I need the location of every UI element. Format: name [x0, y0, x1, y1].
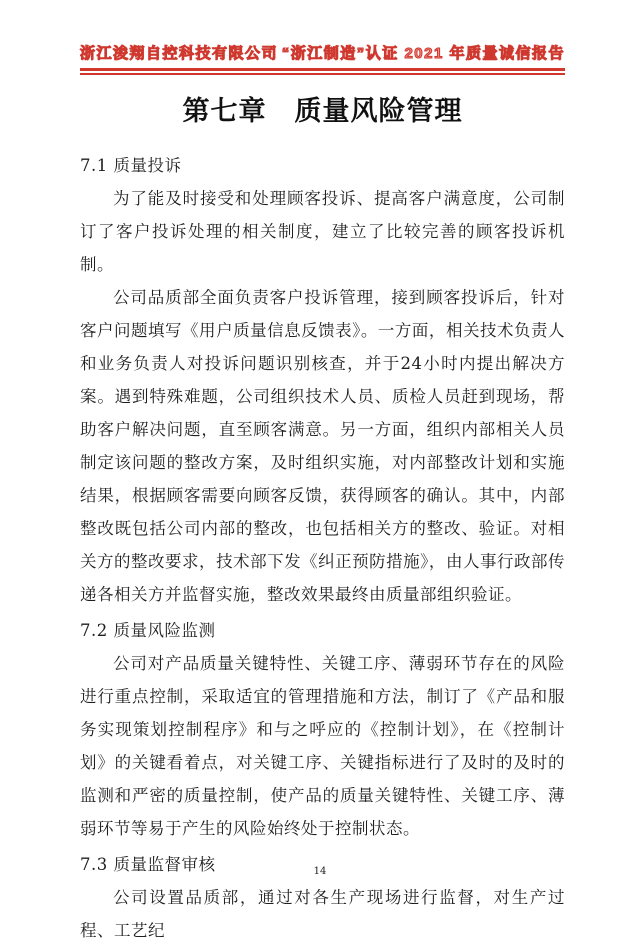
paragraph: 公司设置品质部，通过对各生产现场进行监督，对生产过程、工艺纪	[80, 887, 565, 940]
section-heading-7-2: 7.2 质量风险监测	[80, 620, 216, 640]
page-number: 14	[313, 866, 327, 877]
page-footer	[0, 866, 640, 877]
section-quality-risk-monitoring	[80, 614, 565, 845]
paragraph: 公司品质部全面负责客户投诉管理，接到顾客投诉后，针对客户问题填写《用户质量信息反馈表》。一方面，相关技术负责人和业务负责人对投诉问题识别核查，并于24小时内提出解决方案。遇到特殊难题，公司组织技术人员、质检人员赶到现场，帮助客户解决问题，直至顾客满意。另一方面，组织内部相关人员制定该问题的整改方案，及时组织实施，对内部整改计划和实施结果，根据顾客需要向顾客反馈，获得顾客的确认。其中，内部整改既包括公司内部的整改，也包括相关方的整改、验证。对相关方的整改要求，技术部下发《纠正预防措施》，由人事行政部传递各相关方并监督实施，整改效果最终由质量部组织验证。	[80, 287, 565, 604]
paragraph: 为了能及时接受和处理顾客投诉、提高客户满意度，公司制订了客户投诉处理的相关制度，建立了比较完善的顾客投诉机制。	[80, 188, 565, 274]
chapter-title: 第七章 质量风险管理	[182, 95, 463, 126]
section-heading-7-3: 7.3 质量监督审核	[80, 854, 216, 874]
page-header	[80, 42, 565, 75]
paragraph: 公司对产品质量关键特性、关键工序、薄弱环节存在的风险进行重点控制，采取适宜的管理措施和方法，制订了《产品和服务实现策划控制程序》和与之呼应的《控制计划》，在《控制计划》的关键看着点，对关键工序、关键指标进行了及时的及时的监测和严密的质量控制，使产品的质量关键特性、关键工序、薄弱环节等易于产生的风险始终处于控制状态。	[80, 653, 565, 838]
header-company-name: 浙江浚翔自控科技有限公司	[80, 45, 279, 62]
header-double-rule	[80, 68, 565, 75]
header-rule-thin-line	[80, 73, 565, 75]
header-report-title: “浙江制造”认证 2021 年质量诚信报告	[281, 45, 565, 62]
document-body	[80, 93, 565, 947]
page-header-text	[80, 42, 565, 63]
section-quality-complaints	[80, 149, 565, 611]
section-heading-7-1: 7.1 质量投诉	[80, 155, 182, 175]
section-quality-supervision-audit	[80, 848, 565, 947]
